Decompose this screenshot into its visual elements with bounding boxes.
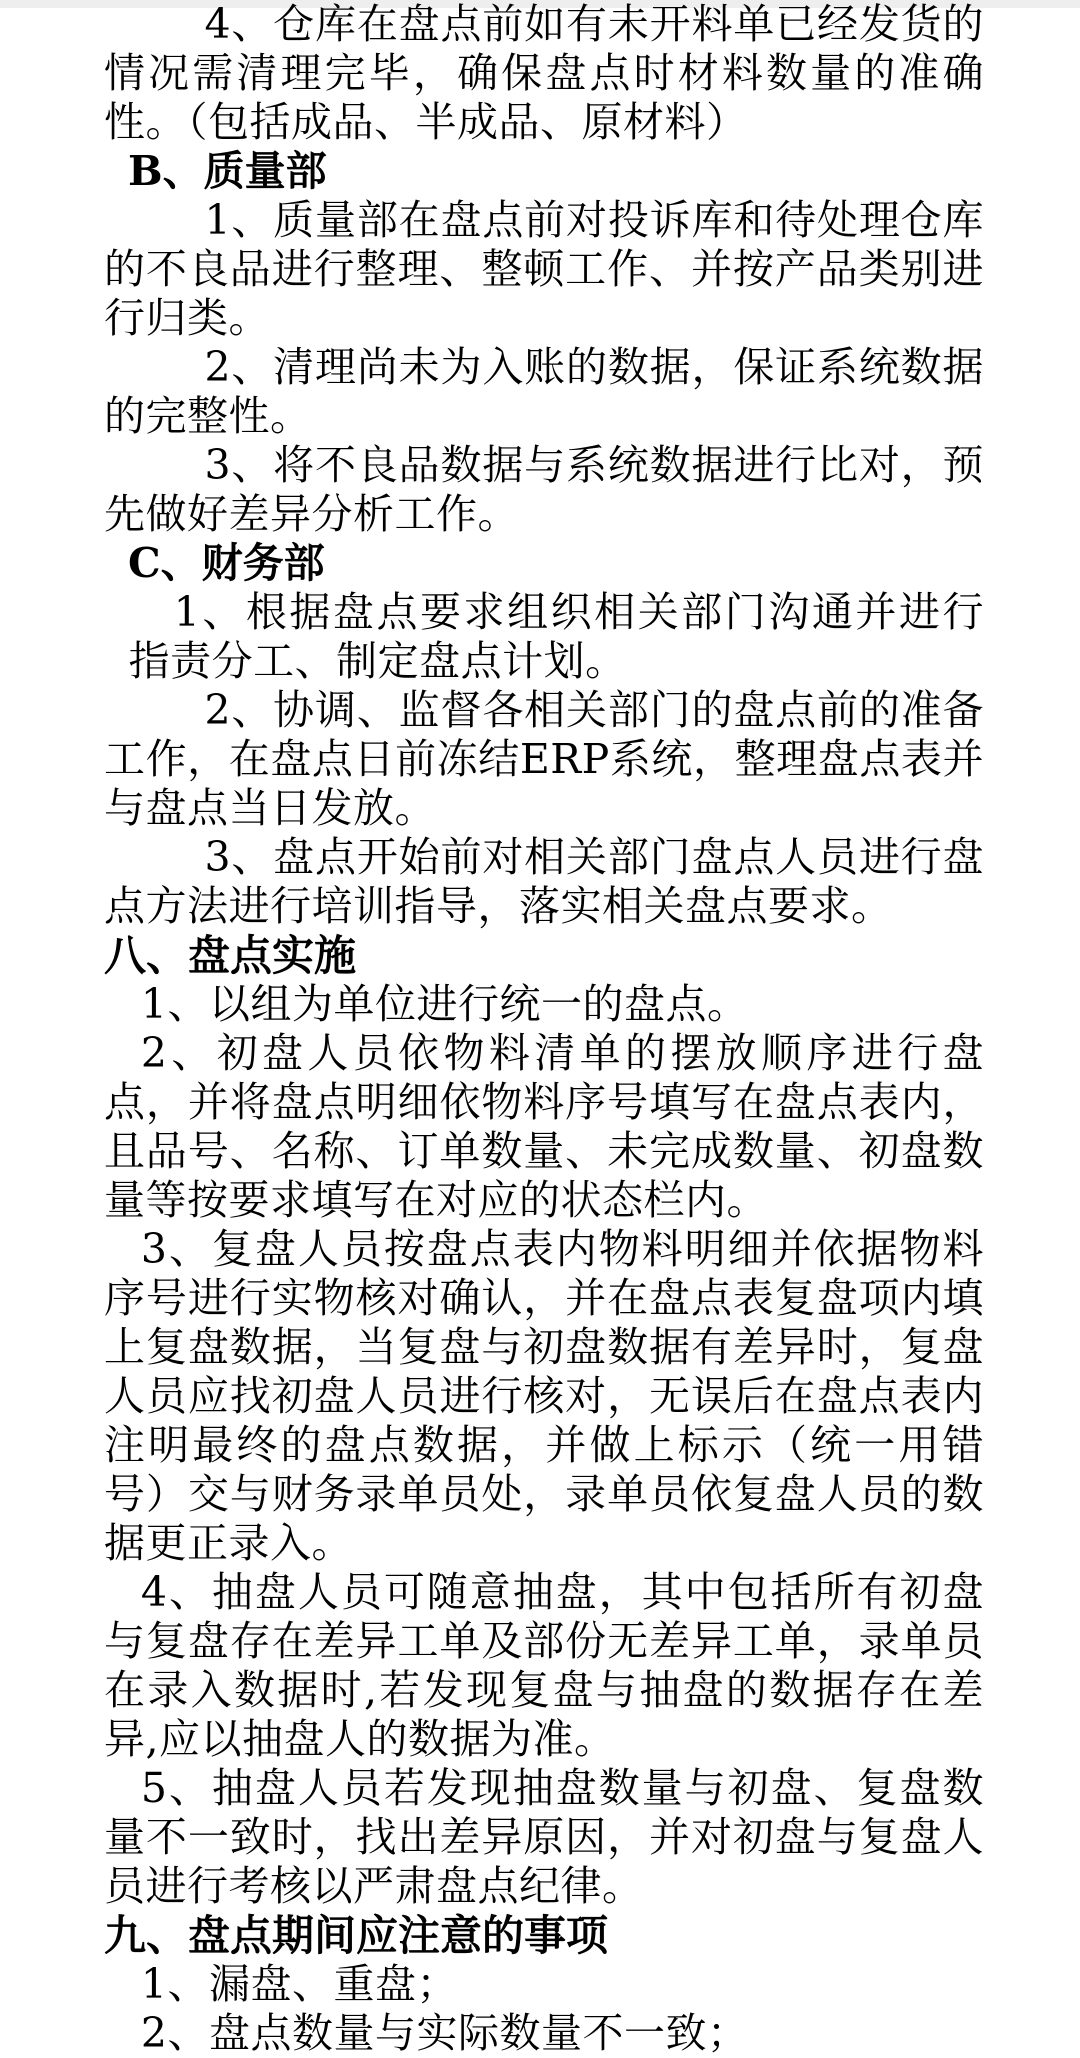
document-page [104,0,984,2058]
paragraph: 5、抽盘人员若发现抽盘数量与初盘、复盘数量不一致时，找出差异原因，并对初盘与复盘人员进行考核以严肃盘点纪律。 [104,1764,984,1910]
paragraph: 2、盘点数量与实际数量不一致； [140,2009,749,2057]
subsection-heading: B、质量部 [128,147,327,195]
section-heading: 八、盘点实施 [104,931,357,980]
paragraph: 2、清理尚未为入账的数据，保证系统数据的完整性。 [104,343,984,440]
paragraph: 2、初盘人员依物料清单的摆放顺序进行盘点，并将盘点明细依物料序号填写在盘点表内，且品号、名称、订单数量、未完成数量、初盘数量等按要求填写在对应的状态栏内。 [104,1029,984,1224]
paragraph: 1、质量部在盘点前对投诉库和待处理仓库的不良品进行整理、整顿工作、并按产品类别进行归类。 [104,196,984,342]
paragraph: 3、将不良品数据与系统数据进行比对，预先做好差异分析工作。 [104,441,984,538]
section-heading: 九、盘点期间应注意的事项 [104,1911,609,1960]
paragraph: 3、复盘人员按盘点表内物料明细并依据物料序号进行实物核对确认，并在盘点表复盘项内填上复盘数据，当复盘与初盘数据有差异时，复盘人员应找初盘人员进行核对，无误后在盘点表内注明最终的盘点数据，并做上标示（统一用错号）交与财务录单员处，录单员依复盘人员的数据更正录入。 [104,1225,984,1567]
paragraph: 4、仓库在盘点前如有未开料单已经发货的情况需清理完毕，确保盘点时材料数量的准确性。（包括成品、半成品、原材料） [104,0,984,146]
paragraph: 1、以组为单位进行统一的盘点。 [140,980,749,1028]
paragraph: 4、抽盘人员可随意抽盘，其中包括所有初盘与复盘存在差异工单及部份无差异工单，录单员在录入数据时,若发现复盘与抽盘的数据存在差异,应以抽盘人的数据为准。 [104,1568,984,1763]
paragraph: 1、根据盘点要求组织相关部门沟通并进行指责分工、制定盘点计划。 [128,588,984,685]
subsection-heading: C、财务部 [128,539,325,587]
paragraph: 3、盘点开始前对相关部门盘点人员进行盘点方法进行培训指导，落实相关盘点要求。 [104,833,984,930]
paragraph: 2、协调、监督各相关部门的盘点前的准备工作，在盘点日前冻结ERP系统，整理盘点表并与盘点当日发放。 [104,686,984,832]
paragraph: 1、漏盘、重盘； [140,1960,458,2008]
